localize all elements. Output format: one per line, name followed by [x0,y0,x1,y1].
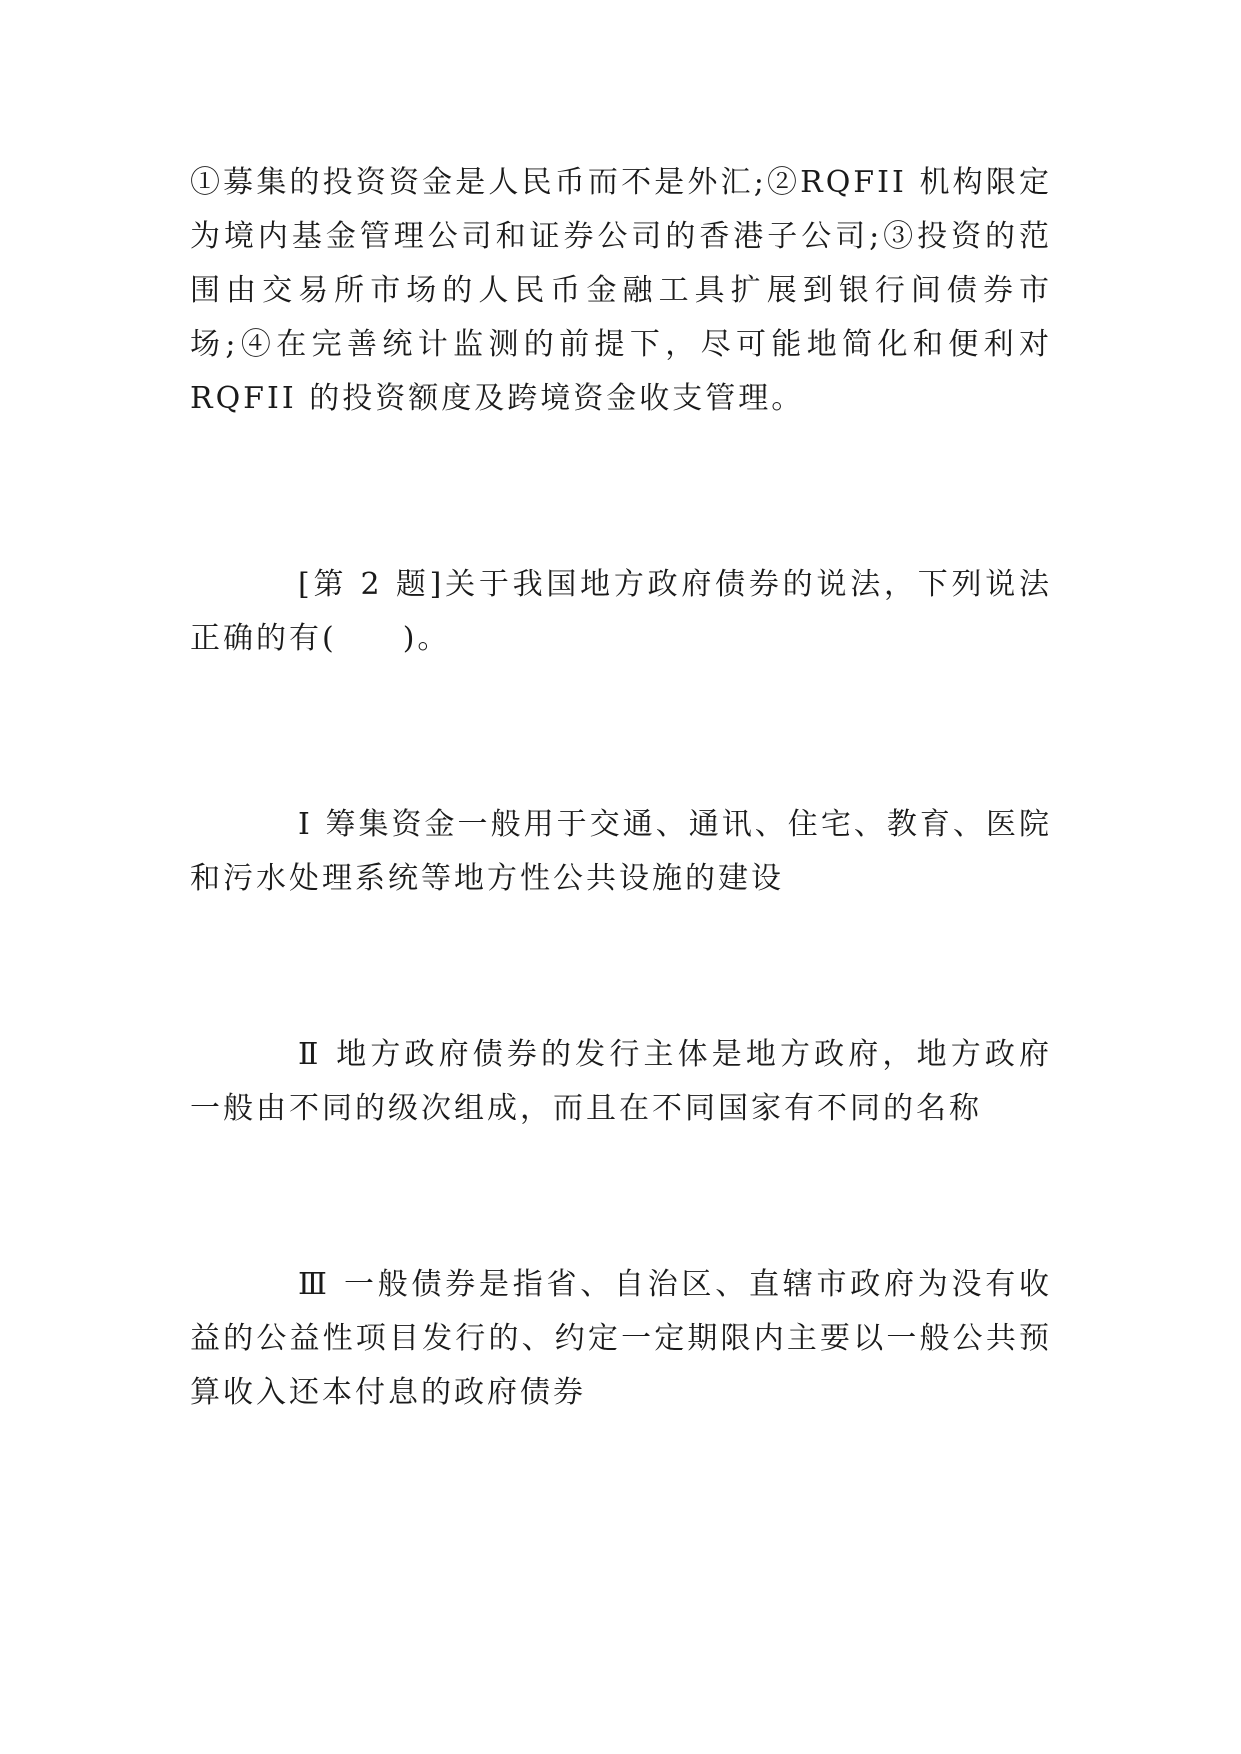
question-stem: [第 2 题]关于我国地方政府债券的说法，下列说法正确的有( )。 [190,567,1052,656]
intro-paragraph: ①募集的投资资金是人民币而不是外汇;②RQFII 机构限定为境内基金管理公司和证券公司的香港子公司;③投资的范围由交易所市场的人民币金融工具扩展到银行间债券市场;④在完善统计监测的前提下，尽可能地简化和便利对 RQFII 的投资额度及跨境资金收支管理。 [190,165,1052,416]
option-1: Ⅰ 筹集资金一般用于交通、通讯、住宅、教育、医院和污水处理系统等地方性公共设施的建设 [190,807,1052,896]
option-3: Ⅲ 一般债券是指省、自治区、直辖市政府为没有收益的公益性项目发行的、约定一定期限内主要以一般公共预算收入还本付息的政府债券 [190,1267,1052,1410]
option-2: Ⅱ 地方政府债券的发行主体是地方政府，地方政府一般由不同的级次组成，而且在不同国家有不同的名称 [190,1037,1052,1126]
